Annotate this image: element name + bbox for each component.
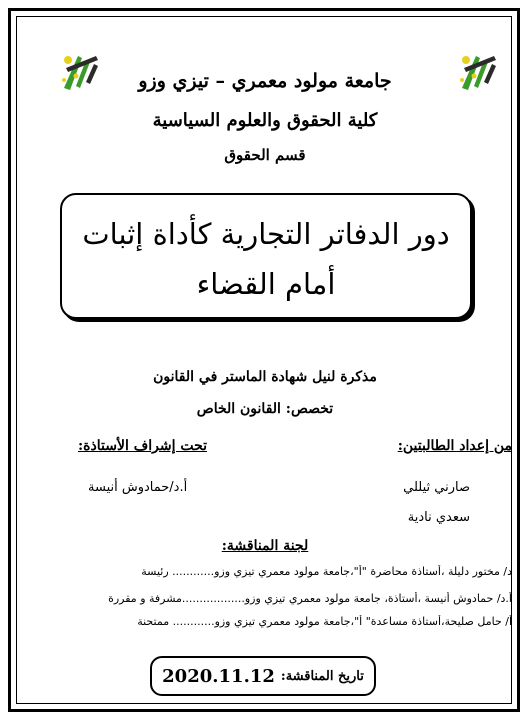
student-name: صارني ثيللي — [403, 480, 470, 495]
defense-date-box — [150, 656, 376, 696]
defense-date-value: 2020.11.12 — [162, 665, 275, 687]
committee-label: لجنة المناقشة: — [221, 538, 309, 554]
university-name: جامعة مولود معمري – تيزي وزو — [138, 70, 392, 92]
thesis-title-line-2: أمام القضاء — [196, 267, 336, 301]
committee-member: أ.د/ حمادوش أنيسة ،أستاذة، جامعة مولود معمري تيزي وزو..................مشرفة و مقررة — [108, 592, 512, 605]
thesis-title-line-1: دور الدفاتر التجارية كأداة إثبات — [82, 217, 450, 251]
faculty-name: كلية الحقوق والعلوم السياسية — [152, 110, 378, 131]
thesis-purpose: مذكرة لنيل شهادة الماستر في القانون — [153, 369, 377, 385]
department-name: قسم الحقوق — [224, 146, 306, 164]
committee-member: أ/ حامل صليحة،أستاذة مساعدة" أ"،جامعة مولود معمري تيزي وزو............ ممتحنة — [137, 615, 512, 628]
supervisor-label: تحت إشراف الأستاذة: — [78, 438, 208, 454]
thesis-specialty: تخصص: القانون الخاص — [196, 401, 334, 417]
defense-date-label: تاريخ المناقشة: — [280, 668, 364, 684]
student-name: سعدي نادية — [407, 510, 470, 525]
thesis-title-box — [60, 193, 472, 319]
supervisor-name: أ.د/حمادوش أنيسة — [88, 480, 188, 495]
students-label: من إعداد الطالبتين: — [397, 438, 512, 454]
committee-member: د/ مختور دليلة ،أستاذة محاضرة "أ"،جامعة مولود معمري تيزي وزو............ رئيسة — [141, 565, 512, 578]
